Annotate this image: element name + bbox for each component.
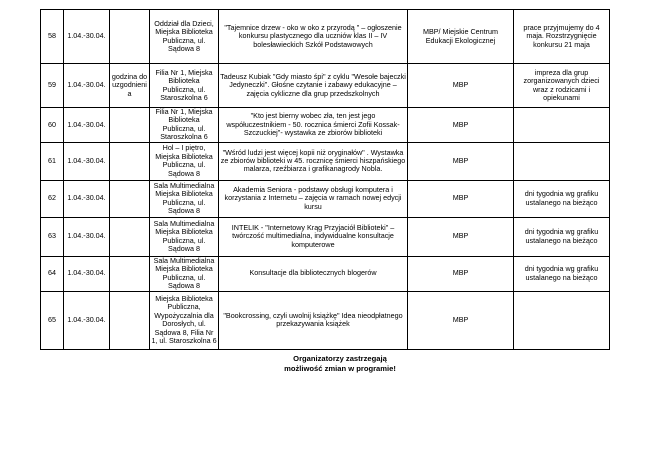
event-organizer-cell: MBP — [408, 180, 514, 217]
event-number-cell: 64 — [41, 256, 64, 291]
event-place-cell: Oddział dla Dzieci, Miejska Biblioteka Publiczna, ul. Sądowa 8 — [150, 10, 219, 64]
event-notes-cell — [514, 142, 610, 180]
event-hours-cell — [110, 180, 150, 217]
table-row — [41, 64, 610, 108]
event-hours-cell — [110, 108, 150, 143]
table-row — [41, 291, 610, 349]
event-number-cell: 61 — [41, 142, 64, 180]
event-description-cell: "Wśród ludzi jest więcej kopii niż oryginałów" . Wystawka ze zbiorów biblioteki w 45. rocznicę śmierci hiszpańskiego malarza, rzeźbiarza i grafikanagrody Nobla. — [219, 142, 408, 180]
event-organizer-cell: MBP — [408, 64, 514, 108]
event-hours-cell — [110, 142, 150, 180]
event-hours-cell — [110, 256, 150, 291]
event-description-cell: "Kto jest bierny wobec zła, ten jest jego współuczestnikiem - 50. rocznica śmierci Zofii Kossak-Szczuckiej"- wystawka ze zbiorów biblioteki — [219, 108, 408, 143]
event-number-cell: 63 — [41, 217, 64, 256]
event-hours-cell — [110, 10, 150, 64]
event-notes-cell: dni tygodnia wg grafiku ustalanego na bieżąco — [514, 256, 610, 291]
table-row — [41, 217, 610, 256]
event-place-cell: Filia Nr 1, Miejska Biblioteka Publiczna, ul. Staroszkolna 6 — [150, 108, 219, 143]
table-row — [41, 256, 610, 291]
event-organizer-cell: MBP — [408, 108, 514, 143]
footer-note — [220, 354, 460, 375]
event-hours-cell: godzina do uzgodnienia — [110, 64, 150, 108]
event-hours-cell — [110, 217, 150, 256]
event-number-cell: 59 — [41, 64, 64, 108]
footer-note-line: możliwość zmian w programie! — [284, 364, 396, 374]
event-organizer-cell: MBP — [408, 291, 514, 349]
event-organizer-cell: MBP — [408, 217, 514, 256]
event-notes-cell: prace przyjmujemy do 4 maja. Rozstrzygnięcie konkursu 21 maja — [514, 10, 610, 64]
events-schedule-table — [40, 9, 610, 350]
event-notes-cell: dni tygodnia wg grafiku ustalanego na bieżąco — [514, 180, 610, 217]
event-number-cell: 65 — [41, 291, 64, 349]
event-description-cell: Akademia Seniora - podstawy obsługi komputera i korzystania z Internetu – zajęcia w ramach nowej edycji kursu — [219, 180, 408, 217]
event-notes-cell: impreza dla grup zorganizowanych dzieci wraz z rodzicami i opiekunami — [514, 64, 610, 108]
event-notes-cell — [514, 291, 610, 349]
event-description-cell: Tadeusz Kubiak "Gdy miasto śpi" z cyklu "Wesołe bajeczki Jedyneczki". Głośne czytanie i zabawy edukacyjne – zajęcia cykliczne dla grup przedszkolnych — [219, 64, 408, 108]
event-organizer-cell: MBP — [408, 256, 514, 291]
table-row — [41, 10, 610, 64]
event-number-cell: 58 — [41, 10, 64, 64]
event-date-cell: 1.04.-30.04. — [64, 291, 110, 349]
event-date-cell: 1.04.-30.04. — [64, 180, 110, 217]
event-notes-cell: dni tygodnia wg grafiku ustalanego na bieżąco — [514, 217, 610, 256]
event-date-cell: 1.04.-30.04. — [64, 108, 110, 143]
event-place-cell: Sala Multimedialna Miejska Biblioteka Publiczna, ul. Sądowa 8 — [150, 217, 219, 256]
event-date-cell: 1.04.-30.04. — [64, 64, 110, 108]
event-number-cell: 62 — [41, 180, 64, 217]
event-place-cell: Miejska Biblioteka Publiczna, Wypożyczalnia dla Dorosłych, ul. Sądowa 8, Filia Nr 1, ul. Staroszkolna 6 — [150, 291, 219, 349]
table-row — [41, 180, 610, 217]
table-row — [41, 108, 610, 143]
event-place-cell: Sala Multimedialna Miejska Biblioteka Publiczna, ul. Sądowa 8 — [150, 256, 219, 291]
event-organizer-cell: MBP — [408, 142, 514, 180]
event-place-cell: Filia Nr 1, Miejska Biblioteka Publiczna, ul. Staroszkolna 6 — [150, 64, 219, 108]
event-number-cell: 60 — [41, 108, 64, 143]
event-description-cell: Konsultacje dla bibliotecznych blogerów — [219, 256, 408, 291]
table-row — [41, 142, 610, 180]
event-date-cell: 1.04.-30.04. — [64, 142, 110, 180]
event-place-cell: Hol – I piętro, Miejska Biblioteka Publiczna, ul. Sądowa 8 — [150, 142, 219, 180]
event-description-cell: "Tajemnice drzew - oko w oko z przyrodą " – ogłoszenie konkursu plastycznego dla uczniów klas II – IV bolesławieckich Szkół Podstawowych — [219, 10, 408, 64]
event-date-cell: 1.04.-30.04. — [64, 256, 110, 291]
event-organizer-cell: MBP/ Miejskie Centrum Edukacji Ekologicznej — [408, 10, 514, 64]
event-description-cell: INTELIK - "Internetowy Krąg Przyjaciół Biblioteki" – twórczość multimedialna, indywidualne konsultacje komputerowe — [219, 217, 408, 256]
footer-note-line: Organizatorzy zastrzegają — [293, 354, 387, 363]
table-body — [41, 10, 610, 350]
event-hours-cell — [110, 291, 150, 349]
event-notes-cell — [514, 108, 610, 143]
event-place-cell: Sala Multimedialna Miejska Biblioteka Publiczna, ul. Sądowa 8 — [150, 180, 219, 217]
event-date-cell: 1.04.-30.04. — [64, 217, 110, 256]
event-description-cell: "Bookcrossing, czyli uwolnij książkę" Idea nieodpłatnego przekazywania książek — [219, 291, 408, 349]
event-date-cell: 1.04.-30.04. — [64, 10, 110, 64]
